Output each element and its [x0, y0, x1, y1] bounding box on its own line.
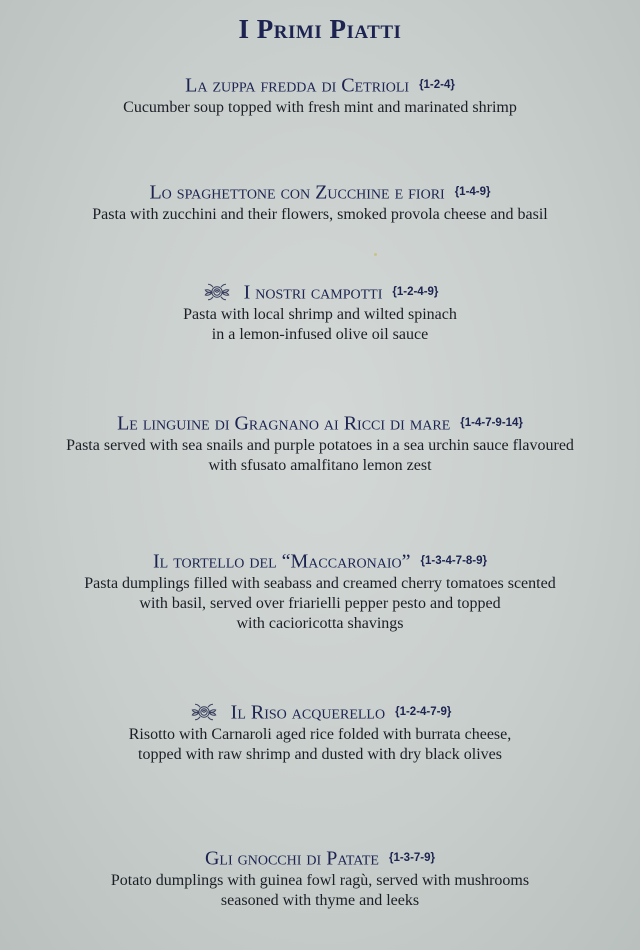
- allergen-codes: {1-4-7-9-14}: [460, 417, 523, 430]
- allergen-codes: {1-2-4}: [419, 79, 455, 92]
- dish-name: I nostri campotti: [243, 281, 383, 304]
- dish-header: [0, 699, 640, 723]
- dish-header: [0, 845, 640, 869]
- menu-item: [0, 699, 640, 765]
- menu-item: [0, 72, 640, 118]
- dish-description: Potato dumplings with guinea fowl ragù, served with mushrooms seasoned with thyme and leeks: [110, 872, 530, 909]
- dish-name: Il tortello del “Maccaronaio”: [152, 550, 411, 573]
- dish-name: Le linguine di Gragnano ai Ricci di mare: [117, 412, 451, 435]
- dish-name: Gli gnocchi di Patate: [204, 847, 379, 870]
- allergen-codes: {1-4-9}: [454, 186, 491, 199]
- rose-icon: [189, 702, 219, 722]
- dish-description: Risotto with Carnaroli aged rice folded with burrata cheese, topped with raw shrimp and dusted with dry black olives: [128, 726, 512, 763]
- dish-header: [0, 72, 640, 96]
- menu-title: I Primi Piatti: [238, 14, 402, 44]
- menu-item: [0, 410, 640, 476]
- dish-header: [0, 279, 640, 303]
- dish-header: [0, 548, 640, 572]
- menu-item: [0, 845, 640, 911]
- menu-item: [0, 179, 640, 225]
- dish-name: Il Riso acquerello: [230, 701, 386, 724]
- dish-description: Pasta with local shrimp and wilted spinach in a lemon-infused olive oil sauce: [183, 306, 457, 343]
- allergen-codes: {1-2-4-9}: [392, 286, 439, 299]
- dish-description: Cucumber soup topped with fresh mint and marinated shrimp: [123, 99, 517, 116]
- menu-item: [0, 548, 640, 634]
- dish-description: Pasta served with sea snails and purple potatoes in a sea urchin sauce flavoured with sfusato amalfitano lemon zest: [66, 437, 574, 474]
- dish-header: [0, 410, 640, 434]
- paper-speck: [374, 253, 377, 256]
- dish-description: Pasta dumplings filled with seabass and creamed cherry tomatoes scented with basil, served over friarielli pepper pesto and topped with cacioricotta shavings: [84, 575, 556, 632]
- rose-icon: [202, 282, 232, 302]
- dish-name: La zuppa fredda di Cetrioli: [185, 74, 410, 97]
- menu-item: [0, 279, 640, 345]
- dish-description: Pasta with zucchini and their flowers, smoked provola cheese and basil: [92, 206, 548, 223]
- dish-header: [0, 179, 640, 203]
- allergen-codes: {1-3-7-9}: [388, 852, 435, 865]
- dish-name: Lo spaghettone con Zucchine e fiori: [149, 181, 445, 204]
- allergen-codes: {1-2-4-7-9}: [395, 706, 452, 719]
- allergen-codes: {1-3-4-7-8-9}: [420, 555, 487, 568]
